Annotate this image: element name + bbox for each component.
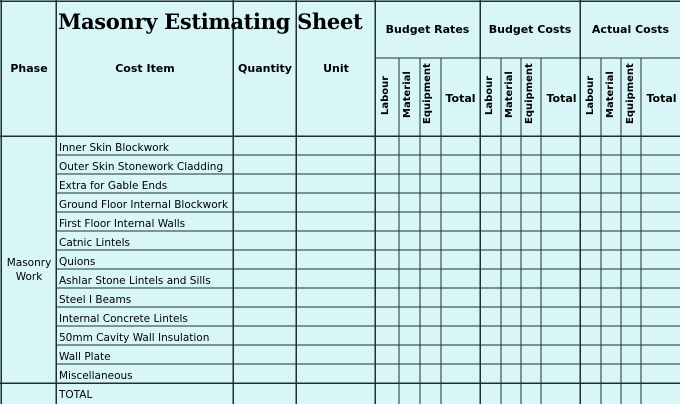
budget-rates-total-header: Total xyxy=(445,92,476,105)
cost-item-12: Wall Plate xyxy=(59,351,111,363)
cost-item-4: Ground Floor Internal Blockwork xyxy=(59,199,229,211)
budget-rates-labour-header: Labour xyxy=(380,75,391,115)
header-budget-rates: Budget Rates xyxy=(385,23,470,36)
cost-item-total: TOTAL xyxy=(59,389,93,401)
header-unit: Unit xyxy=(323,62,349,75)
cost-item-3: Extra for Gable Ends xyxy=(59,180,168,192)
header-quantity: Quantity xyxy=(238,62,292,75)
cost-item-11: 50mm Cavity Wall Insulation xyxy=(59,332,210,344)
cost-item-1: Inner Skin Blockwork xyxy=(59,142,169,154)
header-cost-item: Cost Item xyxy=(115,62,175,75)
actual-costs-equipment-header: Equipment xyxy=(625,63,636,124)
phase-masonry-work xyxy=(2,256,56,284)
budget-rates-equipment-header: Equipment xyxy=(422,63,433,124)
cost-item-8: Ashlar Stone Lintels and Sills xyxy=(59,275,211,287)
budget-costs-total-header: Total xyxy=(546,92,577,105)
budget-costs-labour-header: Labour xyxy=(484,75,495,115)
cost-item-2: Outer Skin Stonework Cladding xyxy=(59,161,224,173)
header-budget-costs: Budget Costs xyxy=(488,23,572,36)
phase-label-line-1: Masonry xyxy=(6,257,52,269)
cost-item-6: Catnic Lintels xyxy=(59,237,130,249)
budget-rates-material-header: Material xyxy=(402,71,413,119)
actual-costs-labour-header: Labour xyxy=(585,75,596,115)
cost-item-13: Miscellaneous xyxy=(59,370,133,382)
cost-item-7: Quions xyxy=(59,256,96,268)
phase-label-line-2: Work xyxy=(15,271,43,283)
budget-costs-equipment-header: Equipment xyxy=(524,63,535,124)
header-actual-costs: Actual Costs xyxy=(591,23,670,36)
cost-item-9: Steel I Beams xyxy=(59,294,132,306)
actual-costs-material-header: Material xyxy=(605,71,616,119)
header-phase: Phase xyxy=(10,62,48,75)
actual-costs-total-header: Total xyxy=(646,92,677,105)
sheet-title: Masonry Estimating Sheet xyxy=(58,9,363,34)
budget-costs-material-header: Material xyxy=(504,71,515,119)
cost-item-5: First Floor Internal Walls xyxy=(59,218,186,230)
cost-item-10: Internal Concrete Lintels xyxy=(59,313,188,325)
